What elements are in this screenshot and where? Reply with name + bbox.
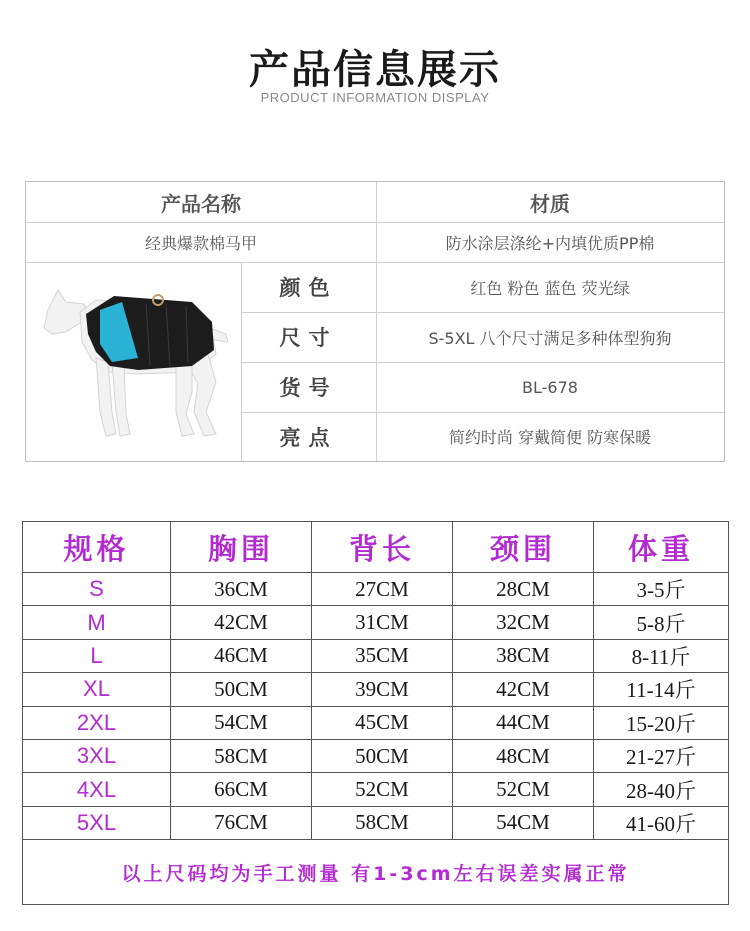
size-row [23, 640, 728, 672]
cell-chest: 50CM [171, 673, 312, 705]
label-color: 颜色 [279, 276, 338, 300]
size-chart-header-row [23, 522, 728, 572]
header-material: 材质 [530, 191, 570, 216]
cell-neck: 32CM [453, 606, 594, 638]
cell-weight: 21-27斤 [626, 745, 696, 770]
cell-neck: 28CM [453, 573, 594, 605]
header-product-name: 产品名称 [161, 191, 241, 216]
value-item-number: BL-678 [522, 377, 578, 397]
size-row [23, 807, 728, 839]
cell-neck: 52CM [453, 773, 594, 805]
cell-back-length: 58CM [312, 807, 453, 839]
size-row [23, 606, 728, 638]
product-info-table [25, 181, 725, 462]
cell-back-length: 31CM [312, 606, 453, 638]
cell-weight: 28-40斤 [626, 778, 696, 803]
label-size: 尺寸 [279, 326, 338, 350]
value-color: 红色 粉色 蓝色 荧光绿 [470, 278, 630, 298]
value-size: S-5XL 八个尺寸满足多种体型狗狗 [428, 328, 672, 348]
cell-chest: 46CM [171, 640, 312, 672]
page-subtitle: PRODUCT INFORMATION DISPLAY [260, 90, 490, 105]
size-row [23, 673, 728, 705]
col-header-back-length: 背长 [312, 522, 453, 572]
size-row [23, 740, 728, 772]
col-header-neck: 颈围 [453, 522, 594, 572]
label-highlights: 亮点 [279, 425, 338, 450]
value-highlights: 简约时尚 穿戴简便 防寒保暖 [448, 428, 652, 447]
cell-size: M [23, 606, 171, 638]
cell-weight: 5-8斤 [636, 611, 686, 636]
cell-size: 5XL [23, 807, 171, 839]
cell-chest: 76CM [171, 807, 312, 839]
cell-back-length: 50CM [312, 740, 453, 772]
cell-chest: 42CM [171, 606, 312, 638]
cell-back-length: 45CM [312, 707, 453, 739]
cell-size: S [23, 573, 171, 605]
cell-neck: 48CM [453, 740, 594, 772]
cell-weight: 11-14斤 [626, 678, 696, 703]
cell-back-length: 27CM [312, 573, 453, 605]
cell-size: L [23, 640, 171, 672]
cell-back-length: 35CM [312, 640, 453, 672]
cell-size: XL [23, 673, 171, 705]
cell-chest: 58CM [171, 740, 312, 772]
cell-neck: 44CM [453, 707, 594, 739]
cell-weight: 3-5斤 [636, 578, 686, 603]
cell-weight: 8-11斤 [631, 644, 691, 669]
page-title: 产品信息展示 [249, 47, 501, 93]
size-row [23, 773, 728, 805]
size-chart-table [22, 521, 729, 905]
cell-back-length: 39CM [312, 673, 453, 705]
size-row [23, 573, 728, 605]
measurement-note: 以上尺码均为手工测量 有1-3cm左右误差实属正常 [121, 862, 630, 885]
material-value: 防水涂层涤纶+内填优质PP棉 [445, 233, 655, 253]
dog-product-image [26, 262, 241, 462]
cell-weight: 41-60斤 [626, 811, 696, 836]
col-header-chest: 胸围 [171, 522, 312, 572]
cell-neck: 54CM [453, 807, 594, 839]
cell-size: 4XL [23, 773, 171, 805]
cell-weight: 15-20斤 [626, 711, 696, 736]
cell-chest: 36CM [171, 573, 312, 605]
product-name-value: 经典爆款棉马甲 [144, 233, 257, 253]
cell-back-length: 52CM [312, 773, 453, 805]
label-item-number: 货号 [279, 376, 338, 400]
size-row [23, 707, 728, 739]
cell-chest: 66CM [171, 773, 312, 805]
cell-neck: 38CM [453, 640, 594, 672]
cell-chest: 54CM [171, 707, 312, 739]
col-header-size: 规格 [23, 522, 171, 572]
cell-size: 3XL [23, 740, 171, 772]
cell-size: 2XL [23, 707, 171, 739]
col-header-weight: 体重 [627, 531, 694, 566]
cell-neck: 42CM [453, 673, 594, 705]
